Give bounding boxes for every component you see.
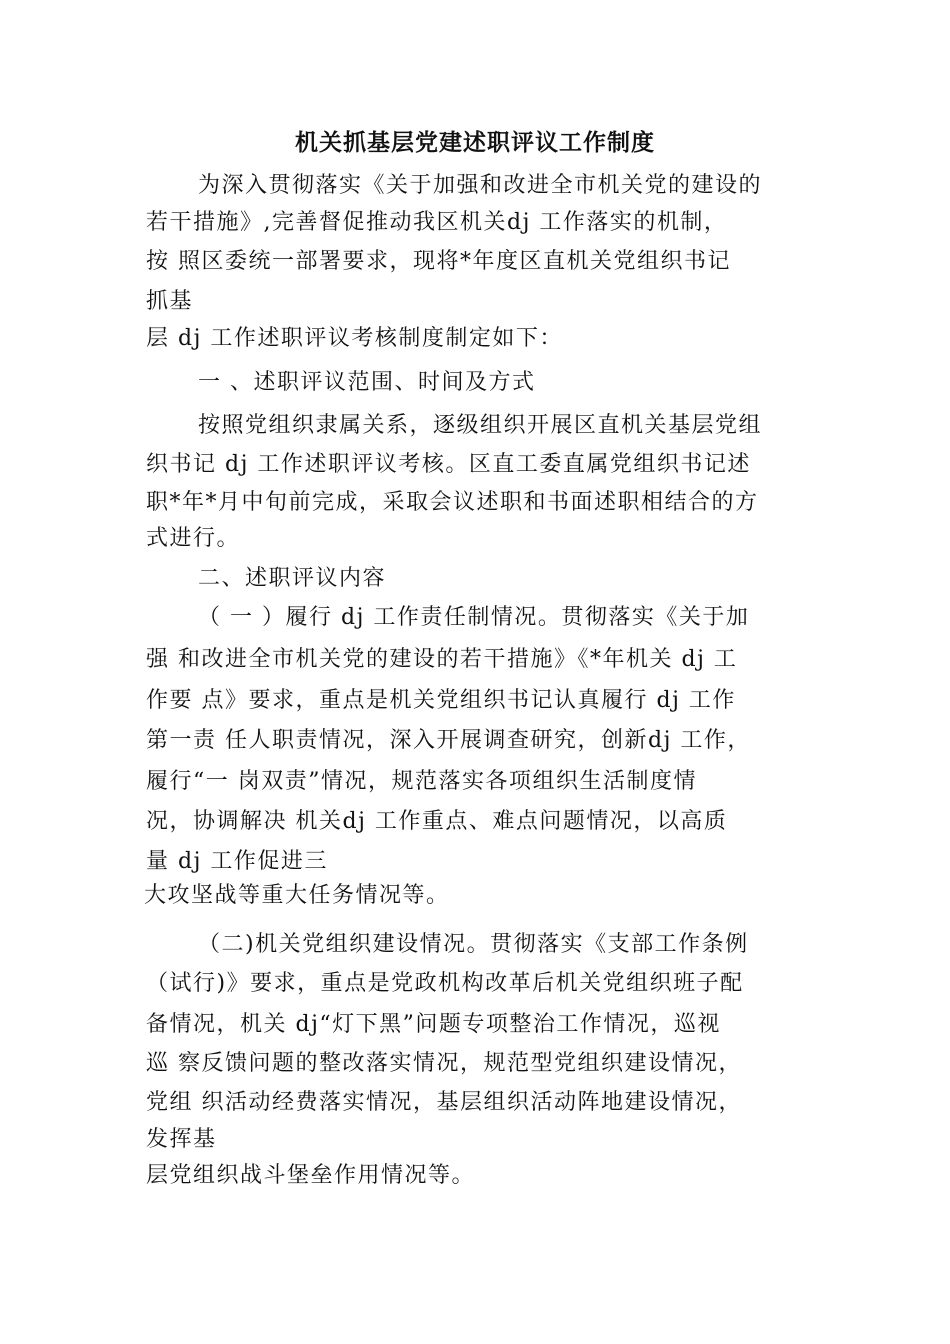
paragraph-line: 按照党组织隶属关系，逐级组织开展区直机关基层党组 <box>198 413 763 438</box>
paragraph-line: 第一责 任人职责情况，深入开展调查研究，创新dj 工作， <box>146 728 751 753</box>
paragraph-line: 量 dj 工作促进三 <box>146 849 328 874</box>
paragraph-line: （二)机关党组织建设情况。贯彻落实《支部工作条例 <box>198 932 749 957</box>
paragraph-line: 党组 织活动经费落实情况，基层组织活动阵地建设情况， <box>146 1090 742 1115</box>
section-heading: 二、述职评议内容 <box>198 566 387 591</box>
paragraph-line: （ 一 ）履行 dj 工作责任制情况。贯彻落实《关于加 <box>198 605 750 630</box>
paragraph-line: 为深入贯彻落实《关于加强和改进全市机关党的建设的 <box>198 173 763 198</box>
paragraph-line: 发挥基 <box>146 1127 217 1152</box>
paragraph-line: 履行“一 岗双责”情况，规范落实各项组织生活制度情 <box>146 769 697 794</box>
paragraph-line: 作要 点》要求，重点是机关党组织书记认真履行 dj 工作 <box>146 688 736 713</box>
paragraph-line: 织书记 dj 工作述职评议考核。区直工委直属党组织书记述 <box>146 452 751 477</box>
paragraph-line: 大攻坚战等重大任务情况等。 <box>144 883 450 908</box>
paragraph-line: 按 照区委统一部署要求，现将*年度区直机关党组织书记 <box>146 249 731 274</box>
document-title: 机关抓基层党建述职评议工作制度 <box>295 129 655 156</box>
paragraph-line: 况，协调解决 机关dj 工作重点、难点问题情况，以高质 <box>146 809 728 834</box>
paragraph-line: 层党组织战斗堡垒作用情况等。 <box>146 1163 476 1188</box>
paragraph-line: 层 dj 工作述职评议考核制度制定如下： <box>146 326 563 351</box>
paragraph-line: 备情况，机关 dj“灯下黑”问题专项整治工作情况，巡视 <box>146 1012 721 1037</box>
section-heading: 一 、述职评议范围、时间及方式 <box>198 370 536 395</box>
paragraph-line: 抓基 <box>146 289 194 314</box>
paragraph-line: 巡 察反馈问题的整改落实情况，规范型党组织建设情况， <box>146 1051 742 1076</box>
paragraph-line: 若干措施》,完善督促推动我区机关dj 工作落实的机制， <box>146 210 728 235</box>
paragraph-line: 式进行。 <box>146 526 241 551</box>
paragraph-line: （试行)》要求，重点是党政机构改革后机关党组织班子配 <box>146 971 744 996</box>
paragraph-line: 强 和改进全市机关党的建设的若干措施》《*年机关 dj 工 <box>146 647 738 672</box>
paragraph-line: 职*年*月中旬前完成，采取会议述职和书面述职相结合的方 <box>146 490 759 515</box>
